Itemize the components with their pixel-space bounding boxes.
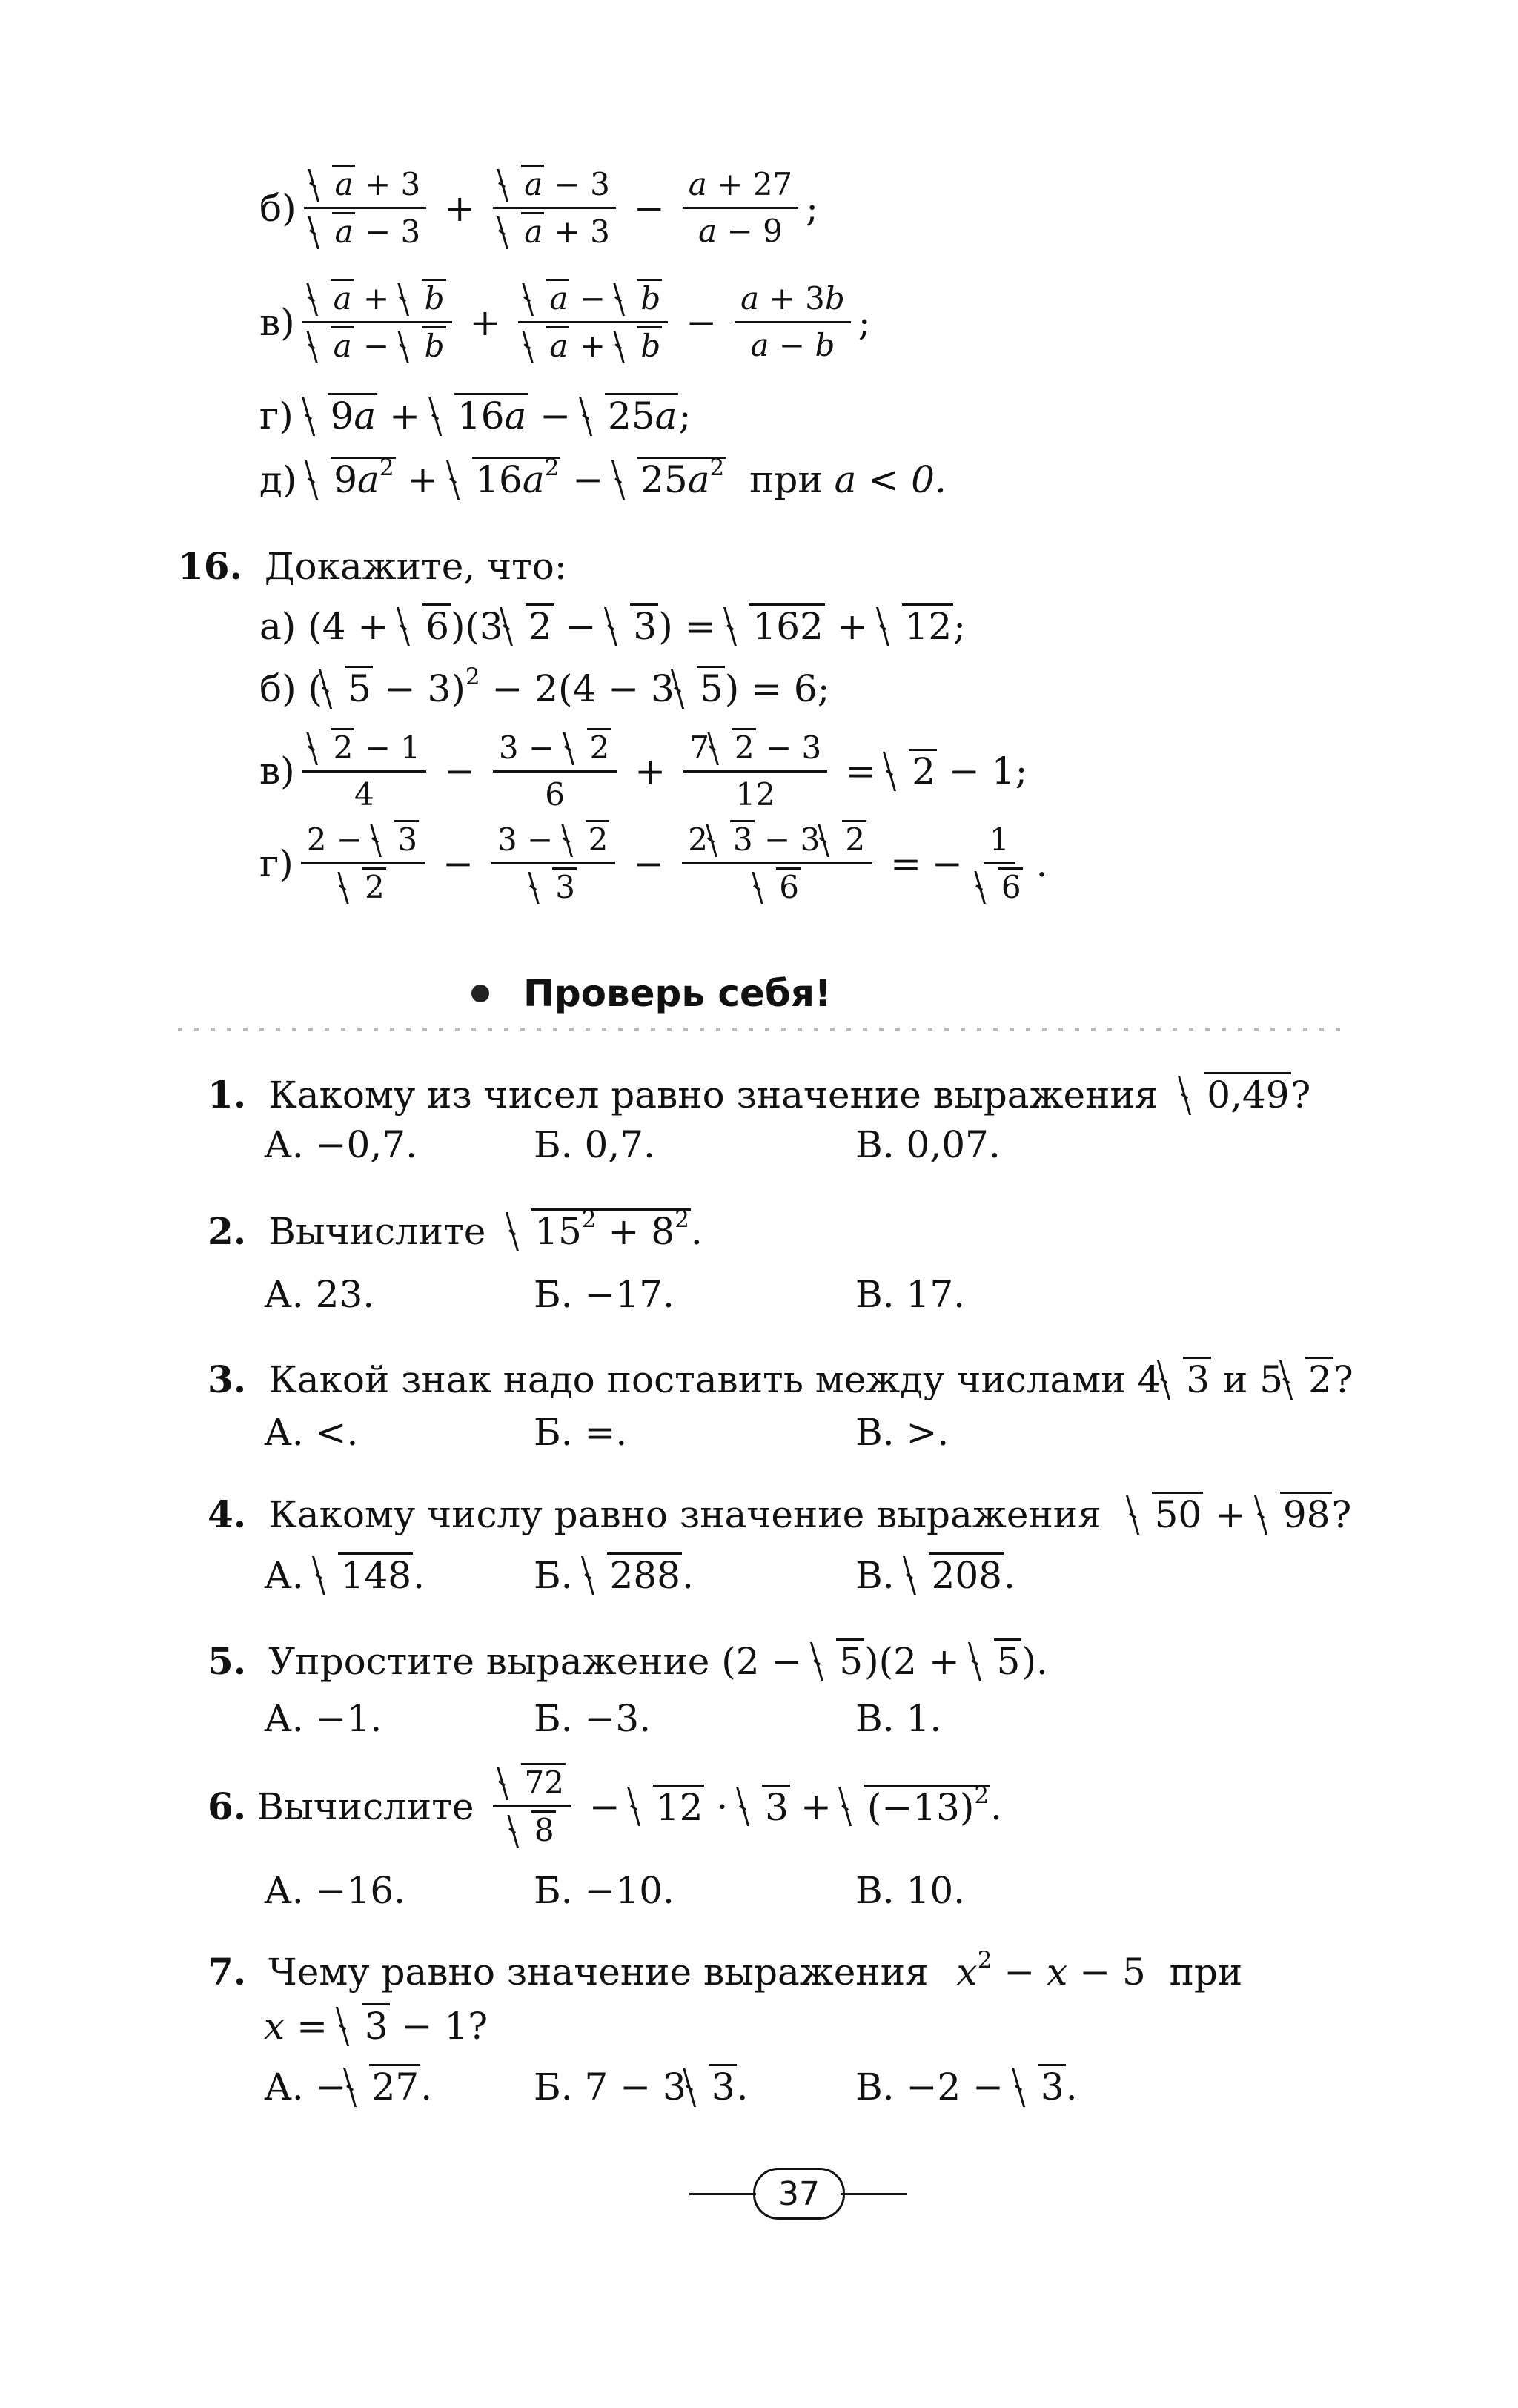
option-b: Б. =. xyxy=(534,1411,628,1454)
fraction: $\frac{a + b}{a - b}$ xyxy=(302,279,452,366)
fraction: $\frac{a - b}{a + b}$ xyxy=(518,279,668,366)
question-text: Какому из чисел равно значение выражения xyxy=(268,1074,1159,1117)
question-text: Упростите выражение xyxy=(268,1640,710,1683)
question-number: 3. xyxy=(208,1357,247,1401)
option-a: А. −1. xyxy=(264,1697,382,1740)
option-b: Б. 7 − 3 3. xyxy=(534,2065,749,2108)
question-text: Чему равно значение выражения xyxy=(268,1951,929,1994)
question-5: 5. Упростите выражение (2 − 5)(2 + 5). xyxy=(208,1639,1048,1683)
question-number: 4. xyxy=(208,1492,247,1536)
option-c: В. >. xyxy=(855,1411,949,1454)
option-a: А. −0,7. xyxy=(264,1123,417,1166)
question-text: Какому числу равно значение выражения xyxy=(268,1493,1101,1536)
option-a: А. 148. xyxy=(264,1554,425,1597)
item-label: в) xyxy=(259,300,295,344)
exercise-16a: а) (4 + 6)(3 2 − 3) = 162 + 12; xyxy=(259,605,966,648)
question-6: 6. Вычислите $\frac{72}{8}$ − 12 · 3 + $(-13)^2$ . xyxy=(208,1764,1003,1848)
exercise-number: 16. xyxy=(178,544,242,588)
fraction: $\frac{2 - 3}{2}$ xyxy=(301,820,425,907)
fraction: $\frac{2 - 1}{4}$ xyxy=(302,728,426,814)
item-label: г) xyxy=(259,394,294,437)
option-c: В. 1. xyxy=(855,1697,942,1740)
page-number-badge xyxy=(689,2168,904,2220)
exercise-16g: г) $\frac{2 - 3}{2}$ − $\frac{3 - 2}{3}$ − $\frac{2 3 - 3 2}{6}$ = − $\frac{1}{6}$ . xyxy=(259,821,1048,905)
question-3: 3. Какой знак надо поставить между числами 4 3 и 5 2? xyxy=(208,1357,1353,1401)
exercise-title: Докажите, что: xyxy=(264,545,567,588)
page-number-rule-left xyxy=(689,2193,756,2195)
option-b: Б. −10. xyxy=(534,1869,675,1912)
option-a: А. 23. xyxy=(264,1273,375,1316)
question-7-condition: x = 3 − 1? xyxy=(264,2005,488,2048)
fraction: $\frac{7 2 - 3}{12}$ xyxy=(683,728,827,814)
fraction: $\frac{3 - 2}{3}$ xyxy=(491,820,615,907)
option-b: Б. 0,7. xyxy=(534,1123,655,1166)
exercise-16b: б) ( 5 − 3)$^2$ − 2(4 − 3 5) = 6; xyxy=(259,663,830,710)
item-label: д) xyxy=(259,458,297,501)
item-label: г) xyxy=(259,841,294,885)
exercise-15v: в) $\frac{a + b}{a - b}$ + $\frac{a - b}{a + b}$ − $\frac{a + 3b}{a - b}$ ; xyxy=(259,280,871,364)
option-b: Б. −3. xyxy=(534,1697,652,1740)
option-a: А. <. xyxy=(264,1411,359,1454)
item-label: б) xyxy=(259,186,296,230)
option-c: В. 208. xyxy=(855,1554,1015,1597)
exercise-15d: д) $9a^2 + 16a^2 - 25a^2$ при a < 0. xyxy=(259,454,947,501)
question-number: 1. xyxy=(208,1073,247,1117)
fraction: $\frac{1}{6}$ xyxy=(970,821,1029,907)
question-text-continued: при xyxy=(1169,1951,1243,1994)
fraction: $\frac{2 3 - 3 2}{6}$ xyxy=(682,820,872,907)
option-c: В. −2 − 3. xyxy=(855,2065,1078,2108)
fraction: $\frac{72}{8}$ xyxy=(493,1763,571,1850)
check-yourself-heading xyxy=(471,971,832,1016)
question-number: 2. xyxy=(208,1209,247,1253)
option-a: А. −16. xyxy=(264,1869,406,1912)
question-number: 6. xyxy=(208,1784,247,1828)
fraction: $\frac{a - 3}{a + 3}$ xyxy=(493,165,616,251)
fraction: $\frac{a + 3}{a - 3}$ xyxy=(304,165,427,251)
bullet-icon xyxy=(471,985,489,1002)
option-a: А. − 27. xyxy=(264,2065,433,2108)
question-text: Вычислите xyxy=(256,1784,474,1828)
item-label: б) xyxy=(259,667,296,710)
exercise-16-header xyxy=(178,544,567,589)
question-text: Вычислите xyxy=(268,1210,486,1253)
question-7: 7. Чему равно значение выражения $x^2 - x - 5$ при xyxy=(208,1946,1243,1994)
item-label: а) xyxy=(259,605,296,648)
fraction: $\frac{3 - 2}{6}$ xyxy=(493,728,617,814)
option-c: В. 0,07. xyxy=(855,1123,1001,1166)
exercise-15b: б) $\frac{a + 3}{a - 3}$ + $\frac{a - 3}{a + 3}$ − $\frac{a + 27}{a - 9}$ ; xyxy=(259,166,819,250)
fraction: $\frac{a + 3b}{a - b}$ xyxy=(735,280,851,365)
section-title: Проверь себя! xyxy=(523,972,832,1015)
question-number: 5. xyxy=(208,1639,247,1683)
option-b: Б. −17. xyxy=(534,1273,675,1316)
item-label: в) xyxy=(259,750,295,793)
question-1: 1. Какому из чисел равно значение выражения 0,49? xyxy=(208,1073,1311,1117)
question-2: 2. Вычислите $15^2 + 8^2$. xyxy=(208,1205,703,1253)
page-number: 37 xyxy=(753,2168,845,2220)
exercise-15g: г) 9a + 16a − 25a; xyxy=(259,394,692,437)
exercise-16v: в) $\frac{2 - 1}{4}$ − $\frac{3 - 2}{6}$ + $\frac{7 2 - 3}{12}$ = 2 − 1; xyxy=(259,730,1028,813)
condition: a < 0. xyxy=(834,458,947,501)
question-text: Какой знак надо поставить между числами xyxy=(268,1358,1126,1401)
condition-word: при xyxy=(749,458,823,501)
option-c: В. 10. xyxy=(855,1869,966,1912)
fraction: $\frac{a + 27}{a - 9}$ xyxy=(683,165,798,251)
option-c: В. 17. xyxy=(855,1273,966,1316)
option-b: Б. 288. xyxy=(534,1554,694,1597)
question-number: 7. xyxy=(208,1950,247,1994)
question-4: 4. Какому числу равно значение выражения 50 + 98? xyxy=(208,1492,1352,1536)
dotted-divider xyxy=(178,1028,1349,1031)
page-number-rule-right xyxy=(841,2193,907,2195)
